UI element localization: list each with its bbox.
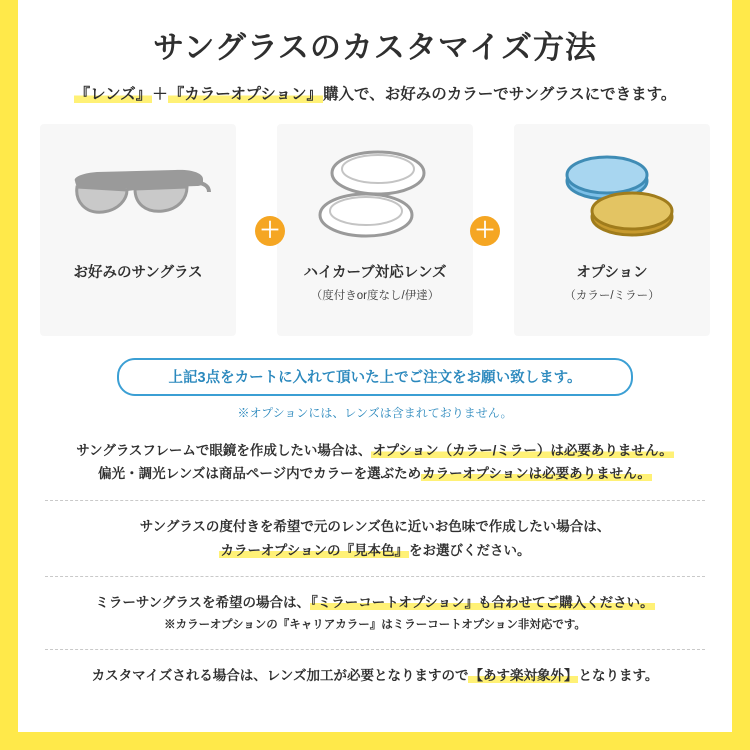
note-line-small [45,615,705,635]
color-option-icon [514,124,710,264]
subtitle-part-tail: 購入で、お好みのカラーでサングラスにできます。 [323,86,677,103]
note-text: サングラスフレームで眼鏡を作成したい場合は、 [76,442,372,458]
bottom-yellow-bar [0,732,750,750]
note-line [45,664,705,688]
page-content [18,0,732,750]
plus-icon-1: ＋ [255,216,285,246]
lens-pair-icon [277,124,473,264]
note-line [45,591,705,615]
note-divider [45,500,705,501]
plus-icon-2: ＋ [470,216,500,246]
card-label: オプション [576,264,648,281]
subtitle-part-lens: 『レンズ』 [74,86,152,103]
subtitle-part-plus: ＋ [152,86,168,103]
card-label: ハイカーブ対応レンズ [303,264,447,281]
note-group-1 [45,439,705,486]
note-text: 偏光・調光レンズは商品ページ内でカラーを選ぶため [98,466,422,482]
note-text: ミラーサングラスを希望の場合は、 [95,595,310,611]
note-group-3 [45,591,705,635]
order-callout-note: ※オプションには、レンズは含まれておりません。 [237,405,513,420]
note-text-highlight: 『ミラーコートオプション』も合わせてご購入ください。 [311,595,654,611]
order-callout-pill: 上記3点をカートに入れて頂いた上でご注文をお願い致します。 [117,358,633,396]
page-subtitle [18,84,732,106]
card-lens [277,124,473,336]
note-text: サングラスの度付きを希望で元のレンズ色に近いお色味で作成したい場合は、 [139,518,611,534]
card-label: お好みのサングラス [73,264,203,281]
card-option [514,124,710,336]
note-line [45,462,705,486]
notes-section [45,439,705,688]
card-sublabel: （度付きor度なし/伊達） [310,290,440,303]
left-yellow-bar [0,0,18,750]
note-text-highlight: カラーオプションの『見本色』 [220,542,408,558]
note-divider [45,576,705,577]
note-line [45,539,705,563]
note-divider [45,649,705,650]
note-text-highlight: オプション（カラー/ミラー）は必要ありません。 [372,442,673,458]
note-text: をお選びください。 [409,542,531,558]
note-group-4 [45,664,705,688]
note-text: となります。 [578,667,659,683]
card-sublabel: （カラー/ミラー） [564,290,660,303]
note-group-2 [45,515,705,562]
note-text: ※カラーオプションの『キャリアカラー』はミラーコートオプション非対応です。 [164,618,586,631]
note-line [45,439,705,463]
sunglasses-icon [40,124,236,264]
note-line [45,515,705,539]
note-text: カスタマイズされる場合は、レンズ加工が必要となりますので [91,667,469,683]
note-text-highlight: カラーオプションは必要ありません。 [422,466,651,482]
page-title: サングラスのカスタマイズ方法 [153,30,597,65]
note-text-highlight: 【あす楽対象外】 [469,667,578,683]
subtitle-part-coloroption: 『カラーオプション』 [168,86,323,103]
cards-row [40,124,710,336]
right-yellow-bar [732,0,750,750]
card-sunglasses [40,124,236,336]
